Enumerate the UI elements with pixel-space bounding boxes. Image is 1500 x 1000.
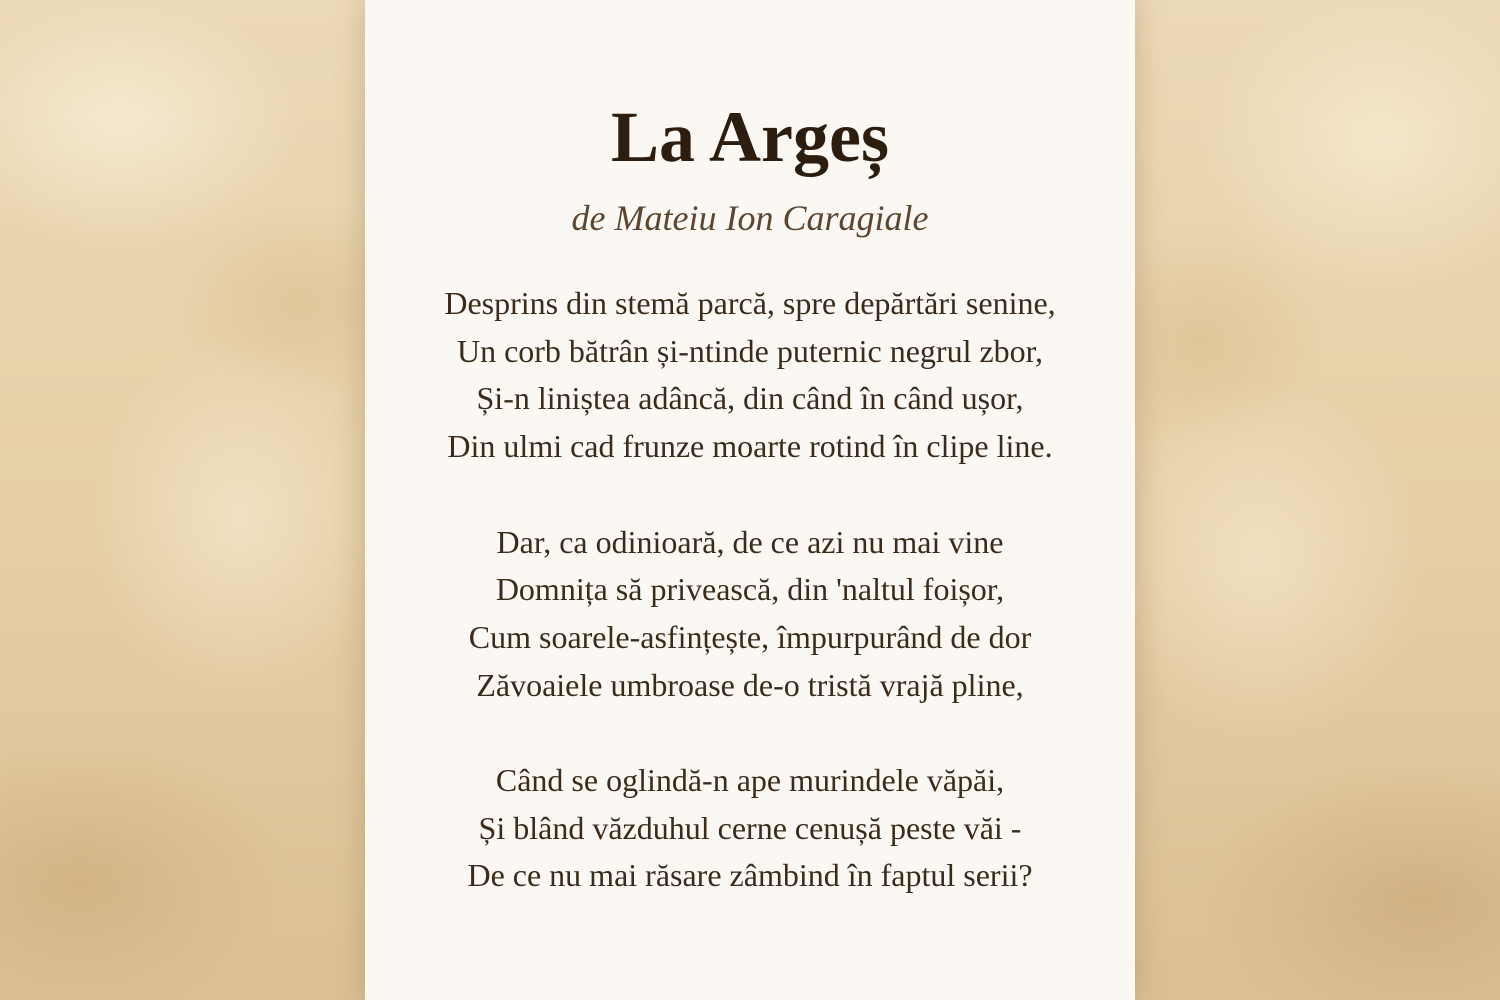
poem-line: Din ulmi cad frunze moarte rotind în clipe line. <box>447 428 1053 465</box>
poem-line: Când se oglindă-n ape murindele văpăi, <box>495 762 1005 798</box>
poem-line: Și-n liniștea adâncă, din când în când ușor, <box>476 380 1024 417</box>
poem-page <box>365 0 1135 1000</box>
poem-line: Un corb bătrân și-ntinde puternic negrul zbor, <box>456 332 1044 369</box>
poem-line: Dar, ca odinioară, de ce azi nu mai vine <box>496 523 1004 560</box>
stanza-3 <box>365 757 1135 900</box>
poem-line: Și blând văzduhul cerne cenușă peste văi - <box>478 809 1022 846</box>
poem-body <box>365 280 1135 900</box>
poem-line: Desprins din stemă parcă, spre depărtări senine, <box>444 285 1056 321</box>
stanza-1 <box>365 280 1135 471</box>
poem-author: de Mateiu Ion Caragiale <box>571 198 929 238</box>
poem-line: De ce nu mai răsare zâmbind în faptul serii? <box>467 857 1033 894</box>
stanza-2 <box>365 519 1135 710</box>
poem-title: La Argeș <box>611 97 889 177</box>
poem-line: Domnița să privească, din 'naltul foișor, <box>495 571 1005 608</box>
poem-line: Cum soarele-asfințește, împurpurând de dor <box>468 618 1032 655</box>
poem-line: Zăvoaiele umbroase de-o tristă vrajă pline, <box>476 666 1024 703</box>
